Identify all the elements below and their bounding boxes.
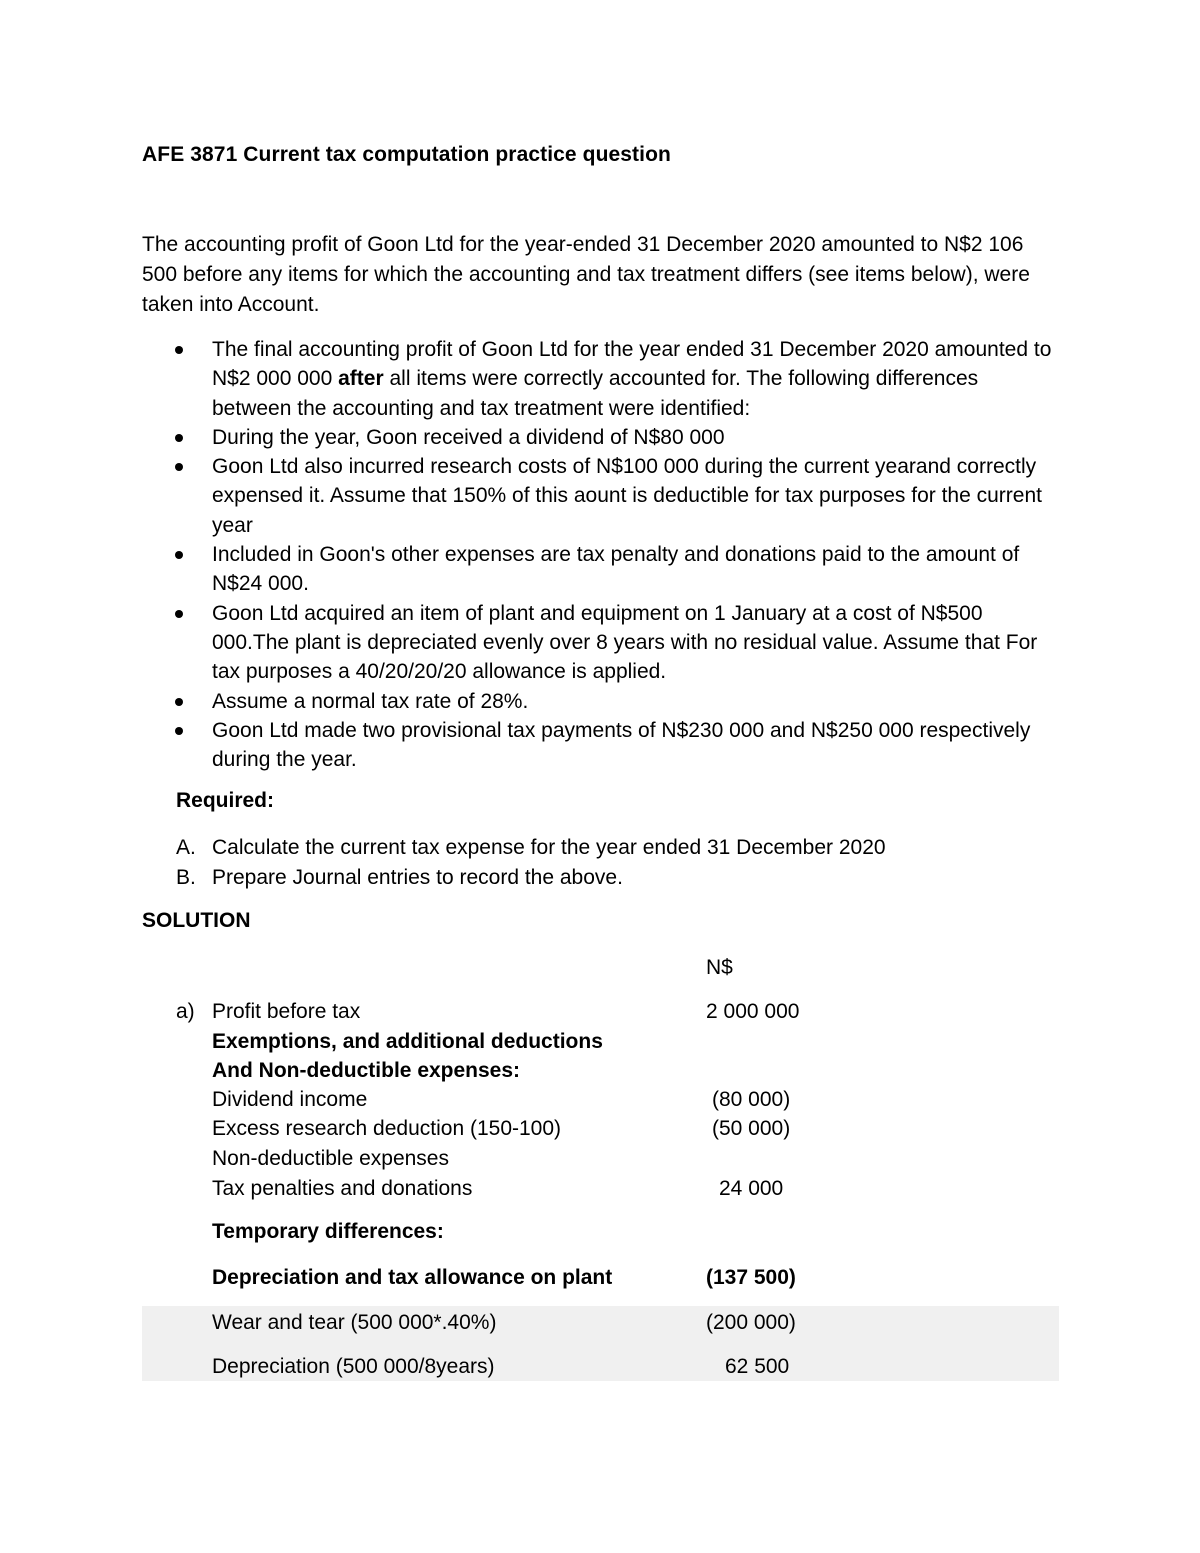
table-row [142,1263,1059,1293]
list-item [142,863,1062,893]
list-letter: A. [176,836,196,859]
list-item [142,716,1062,775]
row-value: (200 000) [706,1311,796,1334]
list-letter: B. [176,866,196,889]
required-text: Prepare Journal entries to record the above. [212,866,623,889]
table-row [142,1217,1059,1247]
bullet-icon [175,346,183,354]
table-row [142,1114,1059,1144]
intro-paragraph: The accounting profit of Goon Ltd for the year-ended 31 December 2020 amounted to N$2 106 500 before any items for which the accounting and tax treatment differs (see items below), were taken into Account. [142,233,1030,316]
bullet-icon [175,434,183,442]
table-row [142,1027,1059,1057]
currency-header: N$ [706,956,733,979]
row-value: 24 000 [719,1177,784,1200]
list-item [142,833,1062,863]
part-marker: a) [176,1000,195,1023]
row-heading: Temporary differences: [212,1220,444,1243]
row-value: (50 000) [712,1117,791,1140]
row-value: 2 000 000 [706,1000,800,1023]
row-label: Excess research deduction (150-100) [212,1117,562,1140]
document-title: AFE 3871 Current tax computation practice question [142,143,671,166]
bullet-text-2: During the year, Goon received a dividend of N$80 000 [212,425,725,449]
row-value: 62 500 [725,1355,790,1378]
bullet-text-4: Included in Goon's other expenses are tax penalty and donations paid to the amount of N$24 000. [212,543,1020,596]
required-list [142,833,1062,893]
row-value: (137 500) [706,1266,796,1289]
bullet-icon [175,727,183,735]
bullet-text-1a: The final accounting profit of Goon Ltd for the year ended 31 December 2020 amounted to N$2 000 000 [212,338,1052,391]
list-item [142,423,1062,452]
solution-heading: SOLUTION [142,909,251,932]
row-heading: And Non-deductible expenses: [212,1059,521,1082]
facts-list [142,335,1062,774]
list-item [142,540,1062,599]
bullet-text-6: Assume a normal tax rate of 28%. [212,689,529,713]
bullet-text-3: Goon Ltd also incurred research costs of N$100 000 during the current yearand correctly expensed it. Assume that 150% of this aount is deductible for tax purposes for the current year [212,455,1042,537]
row-label: Non-deductible expenses [212,1147,449,1170]
table-row [142,997,1059,1027]
bullet-icon [175,698,183,706]
row-label: Depreciation and tax allowance on plant [212,1266,613,1289]
bullet-text-1-bold: after [338,367,384,391]
table-row [142,1174,1059,1204]
bullet-text-7: Goon Ltd made two provisional tax payments of N$230 000 and N$250 000 respectively during the year. [212,718,1031,772]
row-heading: Exemptions, and additional deductions [212,1030,603,1053]
table-row [142,1308,1059,1338]
currency-header-row [142,953,1059,983]
table-row [142,1085,1059,1115]
required-heading: Required: [176,789,275,812]
bullet-icon [175,463,183,471]
row-value: (80 000) [712,1088,791,1111]
row-label: Profit before tax [212,1000,361,1023]
list-item [142,452,1062,540]
row-label: Depreciation (500 000/8years) [212,1355,495,1378]
table-row [142,1352,1059,1382]
bullet-text-1b: all items were correctly accounted for. The following differences between the accounting and tax treatment were identified: [212,367,979,420]
required-text: Calculate the current tax expense for the year ended 31 December 2020 [212,836,886,859]
table-row [142,1144,1059,1174]
bullet-icon [175,551,183,559]
bullet-icon [175,610,183,618]
list-item [142,599,1062,687]
row-label: Wear and tear (500 000*.40%) [212,1311,497,1334]
list-item [142,335,1062,423]
table-row [142,1056,1059,1086]
row-label: Tax penalties and donations [212,1177,473,1200]
list-item [142,687,1062,716]
row-label: Dividend income [212,1088,368,1111]
bullet-text-5: Goon Ltd acquired an item of plant and equipment on 1 January at a cost of N$500 000.The plant is depreciated evenly over 8 years with no residual value. Assume that For tax purposes a 40/20/20/20 allowance is applied. [212,601,1038,684]
